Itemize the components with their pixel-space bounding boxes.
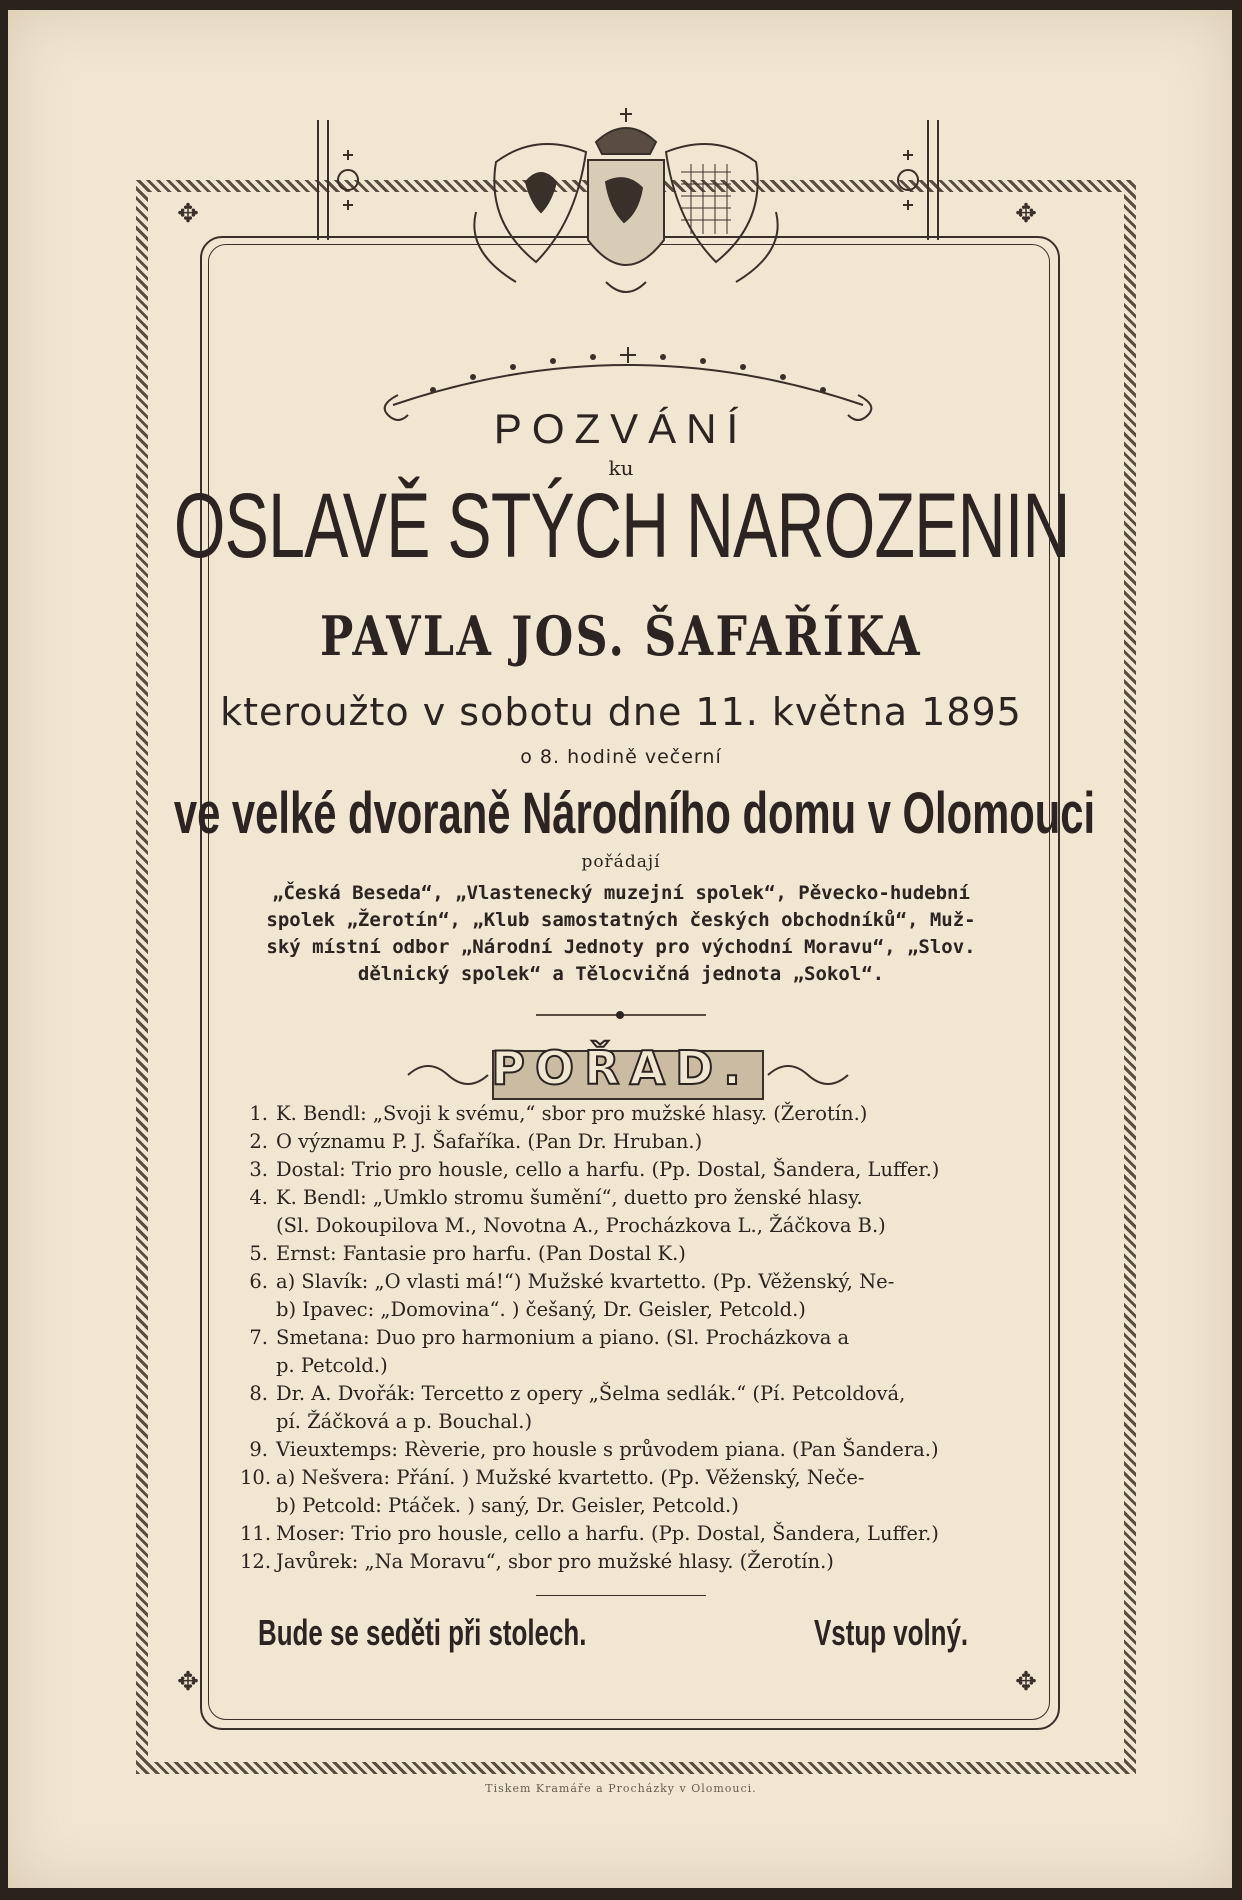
organizers-line: „Česká Beseda“, „Vlastenecký muzejní spolek“, Pěvecko-hudební bbox=[272, 882, 970, 904]
program-item-text: Vieuxtemps: Rèverie, pro housle s průvodem piana. (Pan Šandera.) bbox=[276, 1438, 939, 1461]
program-item bbox=[240, 1100, 1020, 1128]
program-item-number bbox=[240, 1296, 268, 1324]
program-item bbox=[240, 1184, 1020, 1212]
program-item-number: 4. bbox=[249, 1186, 268, 1209]
program-item-text: pí. Žáčková a p. Bouchal.) bbox=[276, 1410, 533, 1433]
organizers-line: spolek „Žerotín“, „Klub samostatných českých obchodníků“, Muž- bbox=[266, 909, 976, 931]
program-list bbox=[240, 1100, 1020, 1576]
event-title: OSLAVĚ STÝCH NAROZENIN bbox=[173, 475, 1070, 577]
organizers-line: dělnický spolek“ a Tělocvičná jednota „Sokol“. bbox=[357, 963, 885, 985]
section-divider bbox=[536, 1014, 706, 1016]
program-item-number: 12. bbox=[240, 1550, 272, 1573]
program-item-number bbox=[240, 1352, 268, 1380]
program-item bbox=[240, 1128, 1020, 1156]
program-item-text: b) Ipavec: „Domovina“. ) češaný, Dr. Geisler, Petcold.) bbox=[276, 1298, 806, 1321]
footer-divider bbox=[536, 1595, 706, 1596]
program-item-number: 6. bbox=[249, 1270, 268, 1293]
program-item-text: Dostal: Trio pro housle, cello a harfu. (Pp. Dostal, Šandera, Luffer.) bbox=[276, 1158, 940, 1181]
program-item-text: b) Petcold: Ptáček. ) saný, Dr. Geisler, Petcold.) bbox=[276, 1494, 739, 1517]
program-item-number bbox=[240, 1408, 268, 1436]
program-item-text: Moser: Trio pro housle, cello a harfu. (Pp. Dostal, Šandera, Luffer.) bbox=[276, 1522, 939, 1545]
program-heading-banner bbox=[400, 1035, 842, 1095]
crest-side-ornaments bbox=[298, 110, 958, 260]
program-item-text: K. Bendl: „Svoji k svému,“ sbor pro mužské hlasy. (Žerotín.) bbox=[276, 1102, 868, 1125]
invitation-heading: POZVÁNÍ bbox=[493, 405, 749, 452]
program-item-text: (Sl. Dokoupilova M., Novotna A., Procházkova L., Žáčkova B.) bbox=[276, 1214, 886, 1237]
corner-star-icon: ✥ bbox=[177, 1667, 199, 1697]
program-item bbox=[240, 1520, 1020, 1548]
program-item bbox=[240, 1352, 1020, 1380]
program-item-number: 7. bbox=[249, 1326, 268, 1349]
program-item-number: 5. bbox=[249, 1242, 268, 1265]
program-heading: POŘAD. bbox=[491, 1041, 751, 1095]
program-item-number: 3. bbox=[249, 1158, 268, 1181]
printer-imprint: Tiskem Kramáře a Procházky v Olomouci. bbox=[485, 1782, 757, 1795]
entry-note: Vstup volný. bbox=[814, 1612, 969, 1653]
organizers-line: ský místní odbor „Národní Jednoty pro východní Moravu“, „Slov. bbox=[266, 936, 976, 958]
program-item-text: a) Slavík: „O vlasti má!“) Mužské kvartetto. (Pp. Věženský, Ne- bbox=[276, 1270, 895, 1293]
program-item-text: Ernst: Fantasie pro harfu. (Pan Dostal K.) bbox=[276, 1242, 686, 1265]
program-item bbox=[240, 1268, 1020, 1296]
program-item-text: K. Bendl: „Umklo stromu šumění“, duetto pro ženské hlasy. bbox=[276, 1186, 863, 1209]
organizers-label: pořádají bbox=[581, 852, 661, 872]
program-item bbox=[240, 1436, 1020, 1464]
program-item bbox=[240, 1240, 1020, 1268]
organizers-list bbox=[0, 880, 1242, 988]
corner-star-icon: ✥ bbox=[177, 199, 199, 229]
program-item-text: Dr. A. Dvořák: Tercetto z opery „Šelma sedlák.“ (Pí. Petcoldová, bbox=[276, 1382, 906, 1405]
program-item-text: p. Petcold.) bbox=[276, 1354, 388, 1377]
event-date: kteroužto v sobotu dne 11. května 1895 bbox=[220, 690, 1022, 734]
event-venue: ve velké dvoraně Národního domu v Olomouci bbox=[173, 781, 1096, 846]
event-hour: o 8. hodině večerní bbox=[520, 746, 722, 768]
program-item-text: O významu P. J. Šafaříka. (Pan Dr. Hruban.) bbox=[276, 1130, 703, 1153]
program-item-number: 1. bbox=[249, 1102, 268, 1125]
program-item-number: 9. bbox=[249, 1438, 268, 1461]
corner-star-icon: ✥ bbox=[1015, 199, 1037, 229]
program-item-text: Javůrek: „Na Moravu“, sbor pro mužské hlasy. (Žerotín.) bbox=[276, 1550, 834, 1573]
program-item-text: a) Nešvera: Přání. ) Mužské kvartetto. (Pp. Věženský, Neče- bbox=[276, 1466, 865, 1489]
program-item bbox=[240, 1548, 1020, 1576]
program-item bbox=[240, 1212, 1020, 1240]
corner-star-icon: ✥ bbox=[1015, 1667, 1037, 1697]
program-item bbox=[240, 1380, 1020, 1408]
program-item bbox=[240, 1296, 1020, 1324]
program-item-number: 8. bbox=[249, 1382, 268, 1405]
seating-note: Bude se seděti při stolech. bbox=[258, 1612, 587, 1653]
program-item bbox=[240, 1408, 1020, 1436]
program-item-number bbox=[240, 1492, 268, 1520]
program-item-text: Smetana: Duo pro harmonium a piano. (Sl. Procházkova a bbox=[276, 1326, 850, 1349]
program-item-number bbox=[240, 1212, 268, 1240]
program-item bbox=[240, 1324, 1020, 1352]
program-item-number: 2. bbox=[249, 1130, 268, 1153]
program-item-number: 10. bbox=[240, 1466, 272, 1489]
program-item-number: 11. bbox=[240, 1522, 272, 1545]
honoree-name: PAVLA JOS. ŠAFAŘÍKA bbox=[319, 604, 923, 668]
program-item bbox=[240, 1492, 1020, 1520]
ku-word: ku bbox=[608, 456, 634, 480]
program-item bbox=[240, 1156, 1020, 1184]
program-item bbox=[240, 1464, 1020, 1492]
